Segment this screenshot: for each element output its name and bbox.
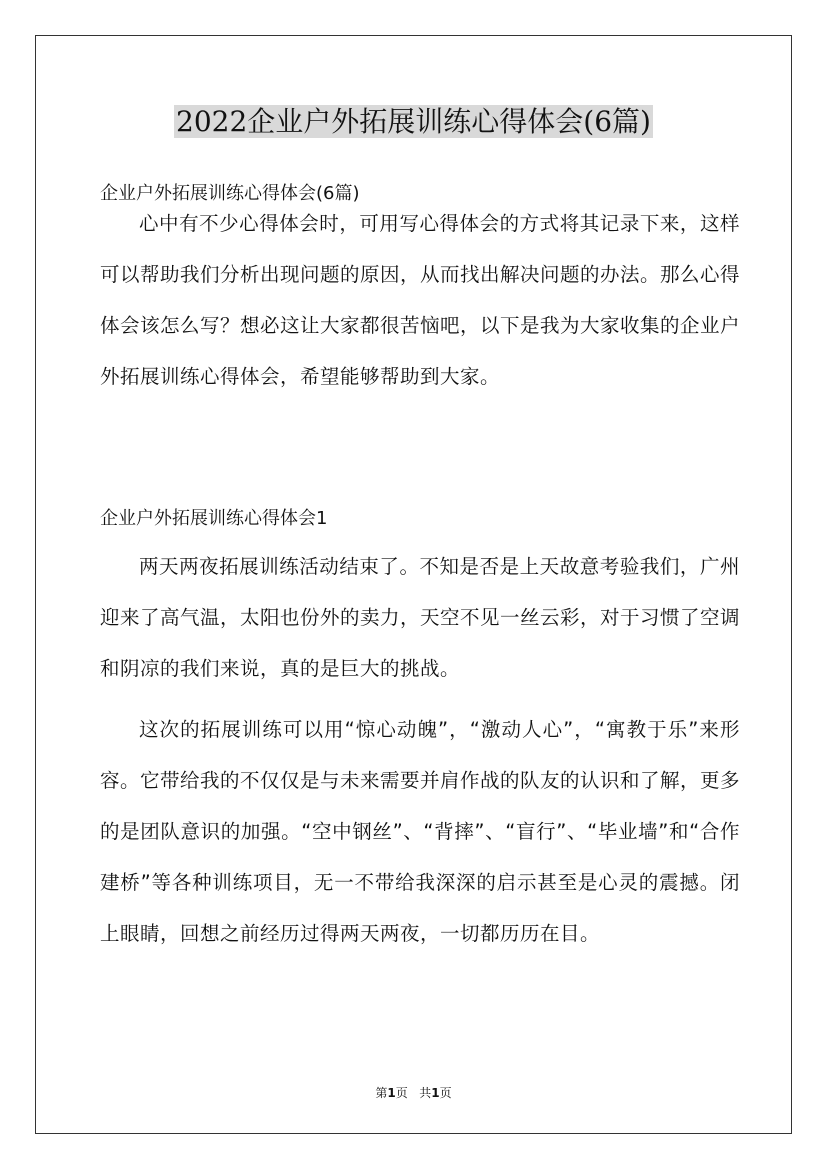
footer-page-prefix: 第 — [375, 1086, 388, 1100]
section1-paragraph-1: 两天两夜拓展训练活动结束了。不知是否是上天故意考验我们，广州迎来了高气温，太阳也份外的卖力，天空不见一丝云彩，对于习惯了空调和阴凉的我们来说，真的是巨大的挑战。 — [100, 555, 741, 680]
footer-total-number: 1 — [431, 1086, 440, 1100]
section1-paragraph-2: 这次的拓展训练可以用“惊心动魄”，“激动人心”，“寓教于乐”来形容。它带给我的不仅仅是与未来需要并肩作战的队友的认识和了解，更多的是团队意识的加强。“空中钢丝”、“背摔”、“盲行”、“毕业墙”和“合作建桥”等各种训练项目，无一不带给我深深的启示甚至是心灵的震撼。闭上眼睛，回想之前经历过得两天两夜，一切都历历在目。 — [100, 718, 741, 945]
footer-page-number: 1 — [387, 1086, 396, 1100]
page-footer — [0, 1085, 827, 1101]
document-title — [0, 100, 827, 144]
section-heading-1: 企业户外拓展训练心得体会1 — [100, 508, 328, 529]
document-subtitle: 企业户外拓展训练心得体会(6篇) — [100, 183, 360, 204]
footer-total-suffix: 页 — [439, 1086, 452, 1100]
document-title-text: 2022企业户外拓展训练心得体会(6篇) — [176, 105, 651, 138]
footer-page-suffix: 页 — [395, 1086, 408, 1100]
footer-total-prefix: 共 — [419, 1086, 432, 1100]
intro-paragraph: 心中有不少心得体会时，可用写心得体会的方式将其记录下来，这样可以帮助我们分析出现问题的原因，从而找出解决问题的办法。那么心得体会该怎么写？想必这让大家都很苦恼吧，以下是我为大家收集的企业户外拓展训练心得体会，希望能够帮助到大家。 — [100, 212, 741, 388]
